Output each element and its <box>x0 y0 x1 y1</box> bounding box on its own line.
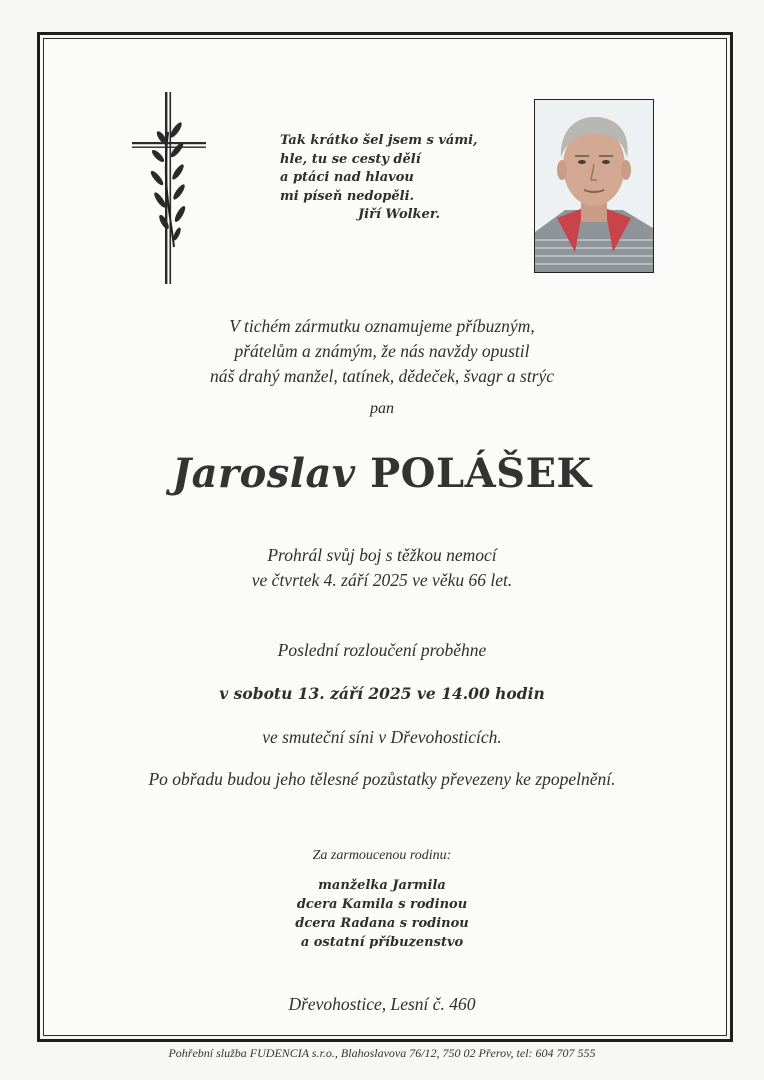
farewell-after: Po obřadu budou jeho tělesné pozůstatky převezeny ke zpopelnění. <box>148 769 616 789</box>
illness-text <box>0 543 764 593</box>
cross-icon <box>132 92 206 284</box>
farewell-intro: Poslední rozloučení proběhne <box>277 640 487 660</box>
announcement-line: V tichém zármutku oznamujeme příbuzným, <box>229 316 535 336</box>
announcement-line: náš drahý manžel, tatínek, dědeček, švagr a strýc <box>209 366 555 386</box>
address: Dřevohostice, Lesní č. 460 <box>288 994 476 1014</box>
announcement-line: přátelům a známým, že nás navždy opustil <box>234 341 530 361</box>
funeral-service-footer: Pohřební služba FUDENCIA s.r.o., Blahoslavova 76/12, 750 02 Přerov, tel: 604 707 555 <box>168 1046 596 1060</box>
farewell-datetime: v sobotu 13. září 2025 ve 14.00 hodin <box>219 684 545 703</box>
family-list <box>0 876 764 952</box>
illness-line: Prohrál svůj boj s těžkou nemocí <box>267 545 497 565</box>
last-name: POLÁŠEK <box>370 450 592 497</box>
poem-line: mi píseň nedopěli. <box>280 188 415 204</box>
family-member: dcera Kamila s rodinou <box>296 897 468 912</box>
deceased-name <box>0 450 764 497</box>
poem-line: hle, tu se cesty dělí <box>280 151 421 167</box>
family-intro: Za zarmoucenou rodinu: <box>312 848 452 863</box>
family-member: a ostatní příbuzenstvo <box>300 935 464 950</box>
first-name: Jaroslav <box>172 450 356 497</box>
poem-author: Jiří Wolker. <box>358 207 441 222</box>
illness-line: ve čtvrtek 4. září 2025 ve věku 66 let. <box>251 570 513 590</box>
portrait-photo <box>534 99 654 273</box>
family-member: dcera Radana s rodinou <box>295 916 469 931</box>
farewell-place: ve smuteční síni v Dřevohosticích. <box>262 727 502 747</box>
announcement <box>0 314 764 389</box>
poem-line: Tak krátko šel jsem s vámi, <box>280 133 478 148</box>
poem-line: a ptáci nad hlavou <box>280 170 414 185</box>
title-word: pan <box>370 400 394 417</box>
poem <box>280 132 510 225</box>
family-member: manželka Jarmila <box>318 878 446 893</box>
